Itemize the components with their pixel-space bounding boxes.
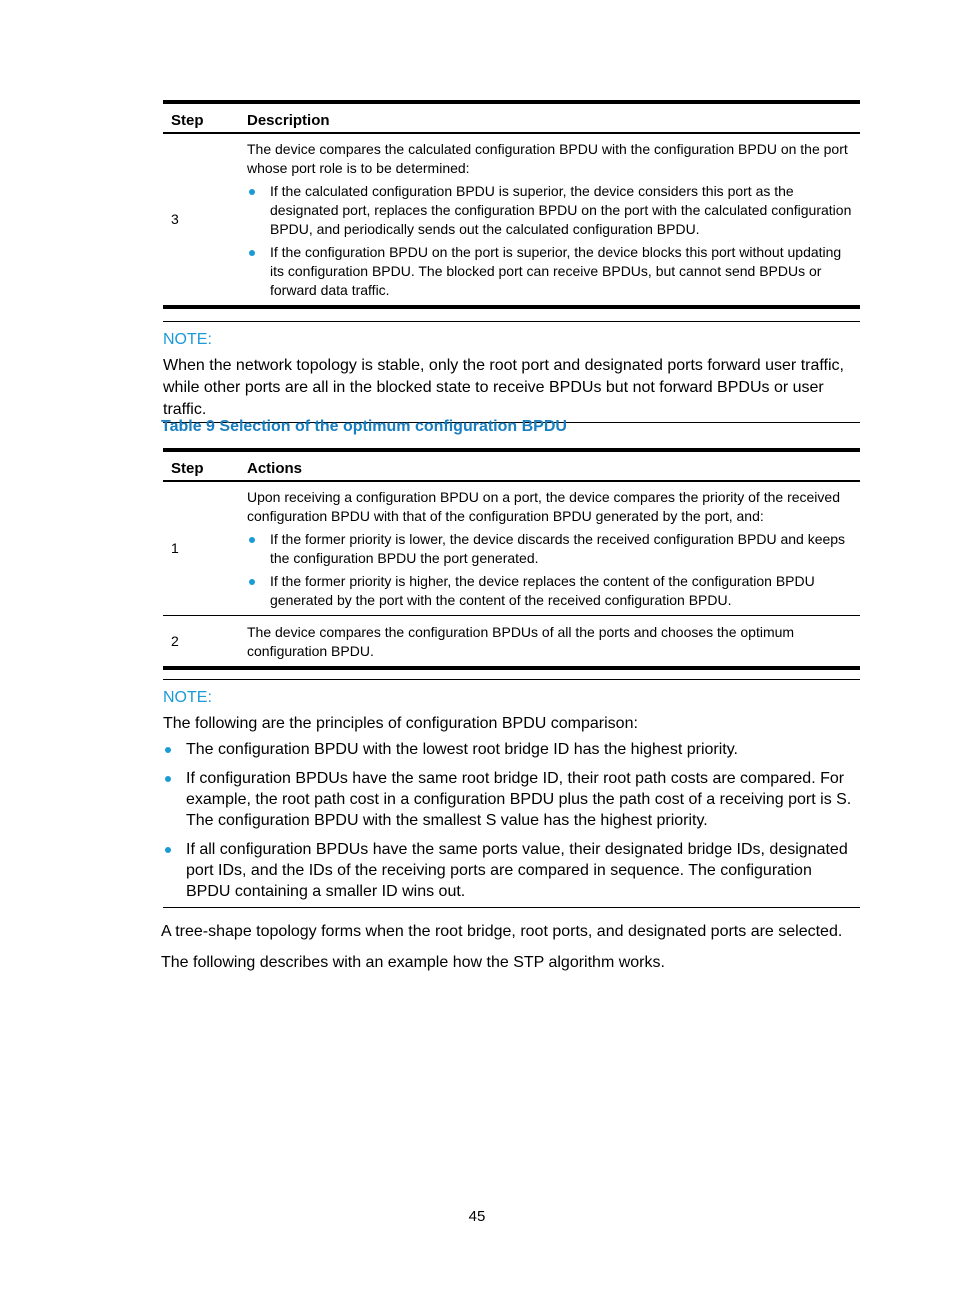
list-item: If the configuration BPDU on the port is superior, the device blocks this port without updating its configuration BPDU. The blocked port can receive BPDUs, but cannot send BPDUs or forward data traffic. [247, 243, 852, 300]
list-item: If configuration BPDUs have the same root bridge ID, their root path costs are compared. For example, the root path cost in a configuration BPDU plus the path cost of a receiving port is S. The configuration BPDU with the smallest S value has the highest priority. [163, 768, 860, 831]
note-text: When the network topology is stable, only the root port and designated ports forward user traffic, while other ports are all in the blocked state to receive BPDUs but not forward BPDUs or user traffic. [163, 357, 844, 418]
step-description-table [163, 100, 860, 309]
step-description [247, 133, 860, 307]
header-actions: Actions [247, 450, 860, 481]
body-paragraph: A tree-shape topology forms when the root bridge, root ports, and designated ports are selected. [161, 923, 843, 940]
note-box [163, 321, 860, 423]
list-item: If all configuration BPDUs have the same ports value, their designated bridge IDs, designated port IDs, and the IDs of the receiving ports are compared in sequence. The configuration BPDU containing a smaller ID wins out. [163, 839, 860, 902]
optimum-bpdu-table [163, 448, 860, 670]
note-label: NOTE: [163, 331, 212, 348]
body-paragraph: The following describes with an example how the STP algorithm works. [161, 954, 665, 971]
note-bullet-list [163, 739, 860, 902]
header-step: Step [163, 450, 247, 481]
list-item: The configuration BPDU with the lowest root bridge ID has the highest priority. [163, 739, 860, 760]
list-item: If the former priority is higher, the device replaces the content of the configuration BPDU generated by the port with the content of the received configuration BPDU. [247, 572, 852, 610]
list-item: If the calculated configuration BPDU is superior, the device considers this port as the designated port, replaces the configuration BPDU on the port with the calculated configuration BPDU, and periodically sends out the calculated configuration BPDU. [247, 182, 852, 239]
cell-bullet-list [247, 530, 852, 610]
step-number: 3 [171, 211, 179, 227]
step-number: 2 [163, 616, 247, 669]
cell-bullet-list [247, 182, 852, 300]
cell-intro: Upon receiving a configuration BPDU on a port, the device compares the priority of the received configuration BPDU with that of the configuration BPDU generated by the port, and: [247, 489, 840, 524]
step-number: 1 [171, 540, 179, 556]
header-description: Description [247, 102, 860, 133]
table-row [163, 133, 860, 307]
table-row [163, 481, 860, 616]
cell-intro: The device compares the configuration BPDUs of all the ports and chooses the optimum configuration BPDU. [247, 624, 795, 659]
table-row [163, 616, 860, 669]
cell-intro: The device compares the calculated configuration BPDU with the configuration BPDU on the port whose port role is to be determined: [247, 141, 848, 176]
header-step: Step [163, 102, 247, 133]
step-actions [247, 616, 860, 669]
note-label: NOTE: [163, 689, 212, 706]
table-caption: Table 9 Selection of the optimum configuration BPDU [161, 418, 567, 435]
page-number: 45 [468, 1208, 486, 1225]
note-box [163, 679, 860, 908]
note-text: The following are the principles of configuration BPDU comparison: [163, 715, 638, 732]
step-actions [247, 481, 860, 616]
list-item: If the former priority is lower, the device discards the received configuration BPDU and keeps the configuration BPDU the port generated. [247, 530, 852, 568]
